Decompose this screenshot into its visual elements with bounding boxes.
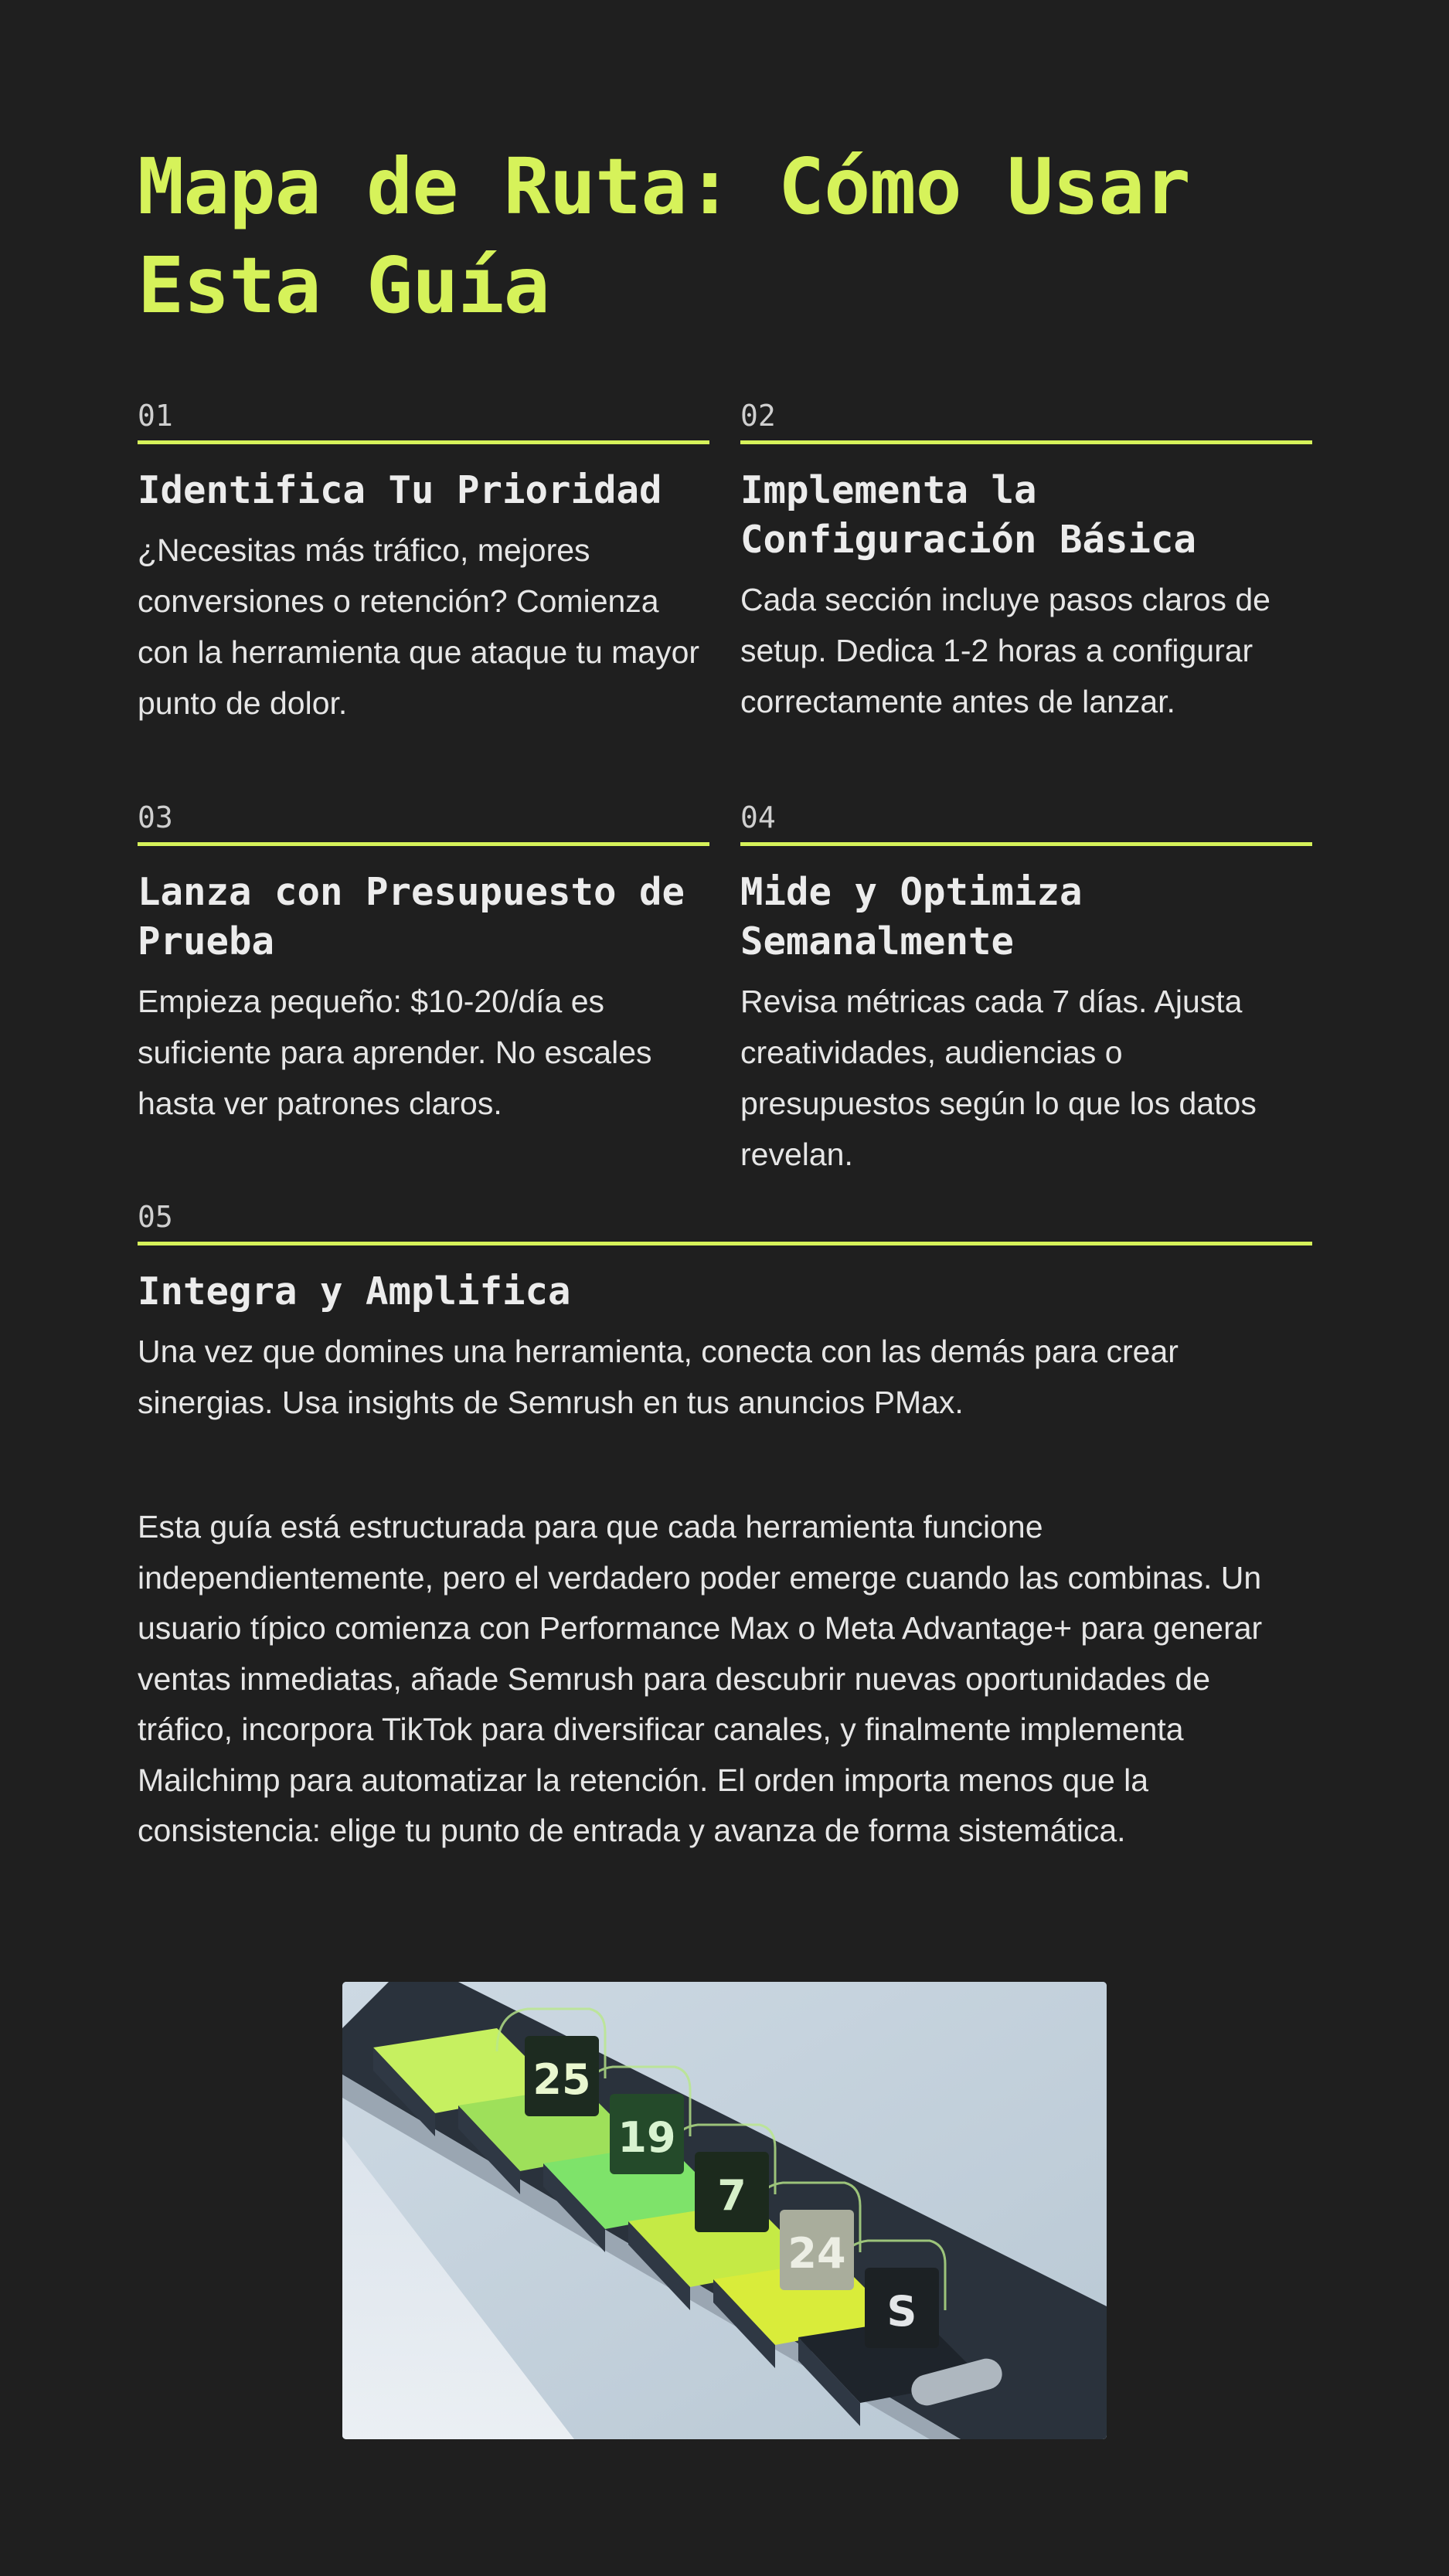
step-title: Identifica Tu Prioridad [138,468,662,512]
step-number: 04 [740,800,776,834]
step-divider [138,842,709,846]
step-description: Empieza pequeño: $10-20/día es suficiente para aprender. No escales hasta ver patrones claros. [138,984,652,1121]
tab-number: 19 [617,2113,676,2162]
step-description: ¿Necesitas más tráfico, mejores conversiones o retención? Comienza con la herramienta que ataque tu mayor punto de dolor. [138,532,700,721]
step-number: 05 [138,1200,173,1234]
step-item [740,400,1312,727]
step-title: Mide y Optimiza Semanalmente [740,870,1083,963]
step-title: Integra y Amplifica [138,1269,571,1313]
step-item [138,1201,1312,1428]
tab-number: S [886,2287,917,2336]
step-number: 02 [740,399,776,433]
step-description: Una vez que domines una herramienta, conecta con las demás para crear sinergias. Usa insights de Semrush en tus anuncios PMax. [138,1334,1179,1420]
step-item [138,400,709,729]
tab-number: 7 [717,2171,747,2220]
tab-number: 25 [532,2055,591,2104]
hero-image [342,1982,1107,2439]
step-number: 01 [138,399,173,433]
intro-paragraph: Esta guía está estructurada para que cada herramienta funcione independientemente, pero el verdadero poder emerge cuando las combinas. Un usuario típico comienza con Performance Max o Meta Advantage+ para generar ventas inmediatas, añade Semrush para descubrir nuevas oportunidades de tráfico, incorpora TikTok para diversificar canales, y finalmente implementa Mailchimp para automatizar la retención. El orden importa menos que la consistencia: elige tu punto de entrada y avanza de forma sistemática. [138,1509,1263,1848]
step-description: Cada sección incluye pasos claros de setup. Dedica 1-2 horas a configurar correctamente antes de lanzar. [740,582,1270,719]
step-item [740,802,1312,1180]
step-divider [740,440,1312,444]
step-description: Revisa métricas cada 7 días. Ajusta creatividades, audiencias o presupuestos según lo que los datos revelan. [740,984,1257,1172]
step-item [138,802,709,1129]
step-title: Implementa la Configuración Básica [740,468,1197,562]
step-number: 03 [138,800,173,834]
page-title: Mapa de Ruta: Cómo Usar Esta Guía [138,141,1190,331]
step-divider [740,842,1312,846]
tab-number: 24 [787,2229,846,2278]
step-title: Lanza con Presupuesto de Prueba [138,870,685,963]
step-divider [138,1242,1312,1246]
step-divider [138,440,709,444]
